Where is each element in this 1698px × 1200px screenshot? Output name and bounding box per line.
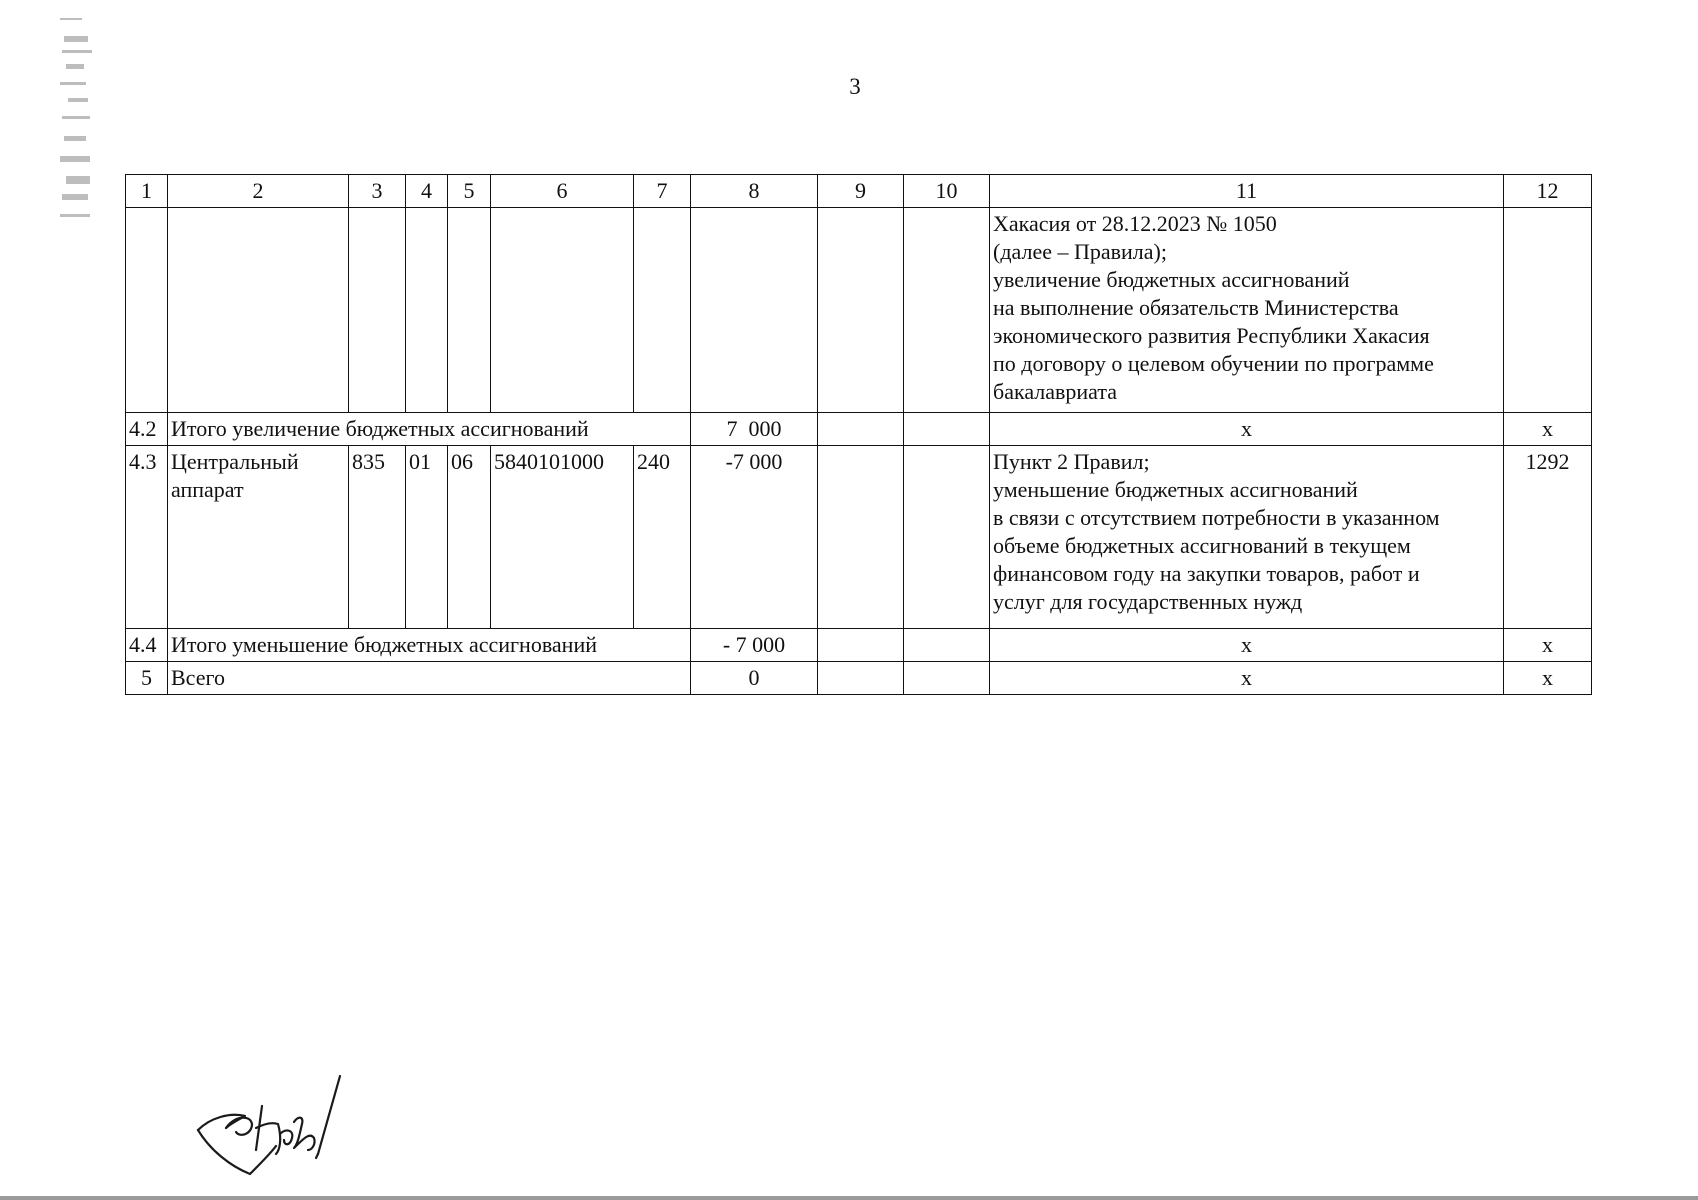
empty-cell bbox=[904, 208, 990, 413]
code-cell: 1292 bbox=[1504, 446, 1592, 629]
note-line: на выполнение обязательств Министерства bbox=[993, 295, 1399, 320]
header-cell: 8 bbox=[691, 175, 818, 208]
header-cell: 7 bbox=[634, 175, 691, 208]
row-label: Итого увеличение бюджетных ассигнований bbox=[168, 413, 691, 446]
basis-note-cell bbox=[990, 446, 1504, 629]
empty-cell bbox=[1504, 208, 1592, 413]
cross-mark: х bbox=[1504, 662, 1592, 695]
amount-cell: 7 000 bbox=[691, 413, 818, 446]
row-label: Всего bbox=[168, 662, 691, 695]
note-line: Пункт 2 Правил; bbox=[993, 449, 1150, 474]
amount-cell: - 7 000 bbox=[691, 629, 818, 662]
note-line: уменьшение бюджетных ассигнований bbox=[993, 477, 1358, 502]
header-cell: 2 bbox=[168, 175, 349, 208]
table-row-central-apparatus bbox=[126, 446, 1592, 629]
note-line: экономического развития Республики Хакасия bbox=[993, 323, 1430, 348]
header-cell: 1 bbox=[126, 175, 168, 208]
empty-cell bbox=[818, 446, 904, 629]
note-line: объеме бюджетных ассигнований в текущем bbox=[993, 533, 1411, 558]
table-row-total-increase bbox=[126, 413, 1592, 446]
note-line: по договору о целевом обучении по программе bbox=[993, 351, 1434, 376]
code-cell: 240 bbox=[634, 446, 691, 629]
empty-cell bbox=[818, 208, 904, 413]
row-number: 4.4 bbox=[126, 629, 168, 662]
empty-cell bbox=[904, 413, 990, 446]
handwritten-signature bbox=[190, 1058, 370, 1180]
header-cell: 6 bbox=[491, 175, 634, 208]
empty-cell bbox=[818, 413, 904, 446]
header-cell: 3 bbox=[349, 175, 406, 208]
scan-bottom-edge bbox=[0, 1196, 1698, 1200]
cross-mark: х bbox=[1504, 629, 1592, 662]
note-line: в связи с отсутствием потребности в указанном bbox=[993, 505, 1440, 530]
table-header-row bbox=[126, 175, 1592, 208]
empty-cell bbox=[448, 208, 491, 413]
note-line: (далее – Правила); bbox=[993, 239, 1167, 264]
note-line: Хакасия от 28.12.2023 № 1050 bbox=[993, 211, 1277, 236]
header-cell: 5 bbox=[448, 175, 491, 208]
empty-cell bbox=[818, 662, 904, 695]
cross-mark: х bbox=[990, 413, 1504, 446]
row-number: 4.2 bbox=[126, 413, 168, 446]
scan-edge-marks bbox=[56, 16, 98, 231]
basis-note-cell bbox=[990, 208, 1504, 413]
header-cell: 4 bbox=[406, 175, 448, 208]
row-number: 4.3 bbox=[126, 446, 168, 629]
code-cell: 835 bbox=[349, 446, 406, 629]
page-number: 3 bbox=[849, 74, 861, 99]
empty-cell bbox=[691, 208, 818, 413]
empty-cell bbox=[818, 629, 904, 662]
empty-cell bbox=[491, 208, 634, 413]
cross-mark: х bbox=[990, 629, 1504, 662]
row-label: Итого уменьшение бюджетных ассигнований bbox=[168, 629, 691, 662]
note-line: бакалавриата bbox=[993, 379, 1118, 404]
cross-mark: х bbox=[990, 662, 1504, 695]
item-name: Центральный аппарат bbox=[168, 446, 349, 629]
header-cell: 11 bbox=[990, 175, 1504, 208]
code-cell: 01 bbox=[406, 446, 448, 629]
header-cell: 12 bbox=[1504, 175, 1592, 208]
empty-cell bbox=[904, 662, 990, 695]
note-line: услуг для государственных нужд bbox=[993, 589, 1303, 614]
row-number: 5 bbox=[126, 662, 168, 695]
note-line: финансовом году на закупки товаров, работ и bbox=[993, 561, 1420, 586]
header-cell: 10 bbox=[904, 175, 990, 208]
empty-cell bbox=[349, 208, 406, 413]
empty-cell bbox=[406, 208, 448, 413]
code-cell: 06 bbox=[448, 446, 491, 629]
empty-cell bbox=[634, 208, 691, 413]
empty-cell bbox=[904, 629, 990, 662]
cross-mark: х bbox=[1504, 413, 1592, 446]
table-row-continuation bbox=[126, 208, 1592, 413]
amount-cell: 0 bbox=[691, 662, 818, 695]
amount-cell: -7 000 bbox=[691, 446, 818, 629]
empty-cell bbox=[126, 208, 168, 413]
header-cell: 9 bbox=[818, 175, 904, 208]
budget-table bbox=[125, 174, 1592, 695]
code-cell: 5840101000 bbox=[491, 446, 634, 629]
table-row-total-decrease bbox=[126, 629, 1592, 662]
empty-cell bbox=[904, 446, 990, 629]
empty-cell bbox=[168, 208, 349, 413]
note-line: увеличение бюджетных ассигнований bbox=[993, 267, 1350, 292]
table-row-grand-total bbox=[126, 662, 1592, 695]
